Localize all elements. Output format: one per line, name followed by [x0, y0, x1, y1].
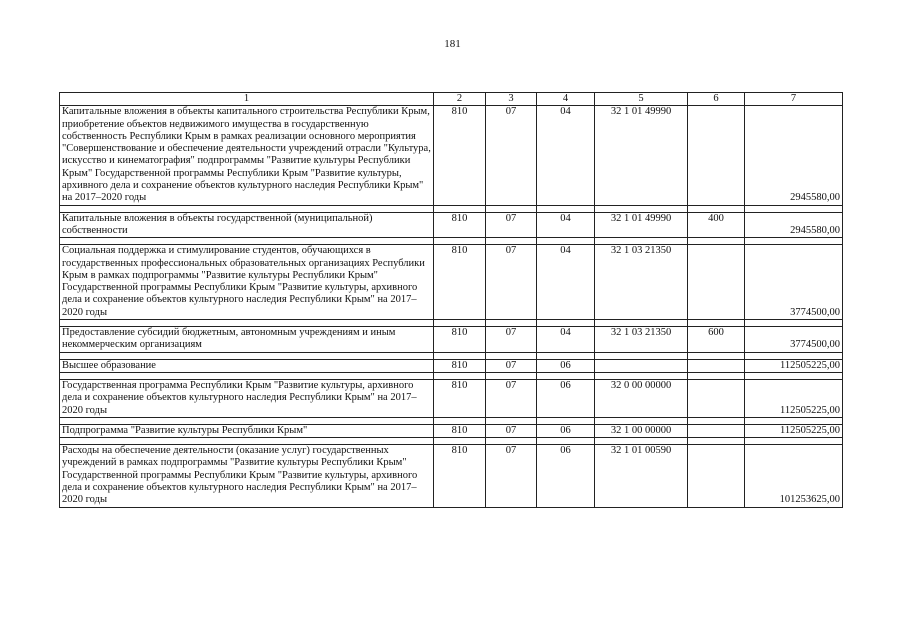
row-code-expense-type: [688, 359, 745, 372]
column-header: 1: [60, 93, 434, 106]
row-spacer: [60, 352, 843, 359]
row-code-expense-type: 600: [688, 327, 745, 353]
row-code-ministry: 810: [434, 106, 486, 205]
row-code-ministry: 810: [434, 212, 486, 238]
row-description: Капитальные вложения в объекты капитального строительства Республики Крым, приобретение объектов недвижимого имущества в государственную собственность Республики Крым в рамках реализации основного мероприятия "Совершенствование и обеспечение деятельности учреждений отрасли "Культура, искусство и кинематография" подпрограммы "Развитие культуры Республики Крым" Государственной программы Республики Крым "Развитие культуры, архивного дела и сохранение объектов культурного наследия Республики Крым" на 2017–2020 годы: [60, 106, 434, 205]
row-code-subsection: 06: [537, 359, 595, 372]
row-code-ministry: 810: [434, 424, 486, 437]
row-spacer: [60, 438, 843, 445]
row-code-expense-type: [688, 106, 745, 205]
row-code-target: 32 1 00 00000: [595, 424, 688, 437]
row-code-expense-type: [688, 379, 745, 417]
row-amount: 3774500,00: [745, 327, 843, 353]
row-description: Социальная поддержка и стимулирование студентов, обучающихся в государственных профессиональных образовательных организациях Республики Крым в рамках подпрограммы "Развитие культуры Республики Крым" Государственной программы Республики Крым "Развитие культуры, архивного дела и сохранение объектов культурного наследия Республики Крым" на 2017–2020 годы: [60, 245, 434, 320]
row-description: Высшее образование: [60, 359, 434, 372]
row-code-ministry: 810: [434, 327, 486, 353]
row-amount: 2945580,00: [745, 106, 843, 205]
row-code-ministry: 810: [434, 445, 486, 507]
row-code-subsection: 06: [537, 445, 595, 507]
column-header: 6: [688, 93, 745, 106]
table-row: [60, 106, 843, 205]
row-code-section: 07: [486, 359, 537, 372]
row-code-expense-type: [688, 245, 745, 320]
row-code-ministry: 810: [434, 245, 486, 320]
table-row: [60, 445, 843, 507]
row-code-section: 07: [486, 106, 537, 205]
table-header-row: [60, 93, 843, 106]
column-header: 3: [486, 93, 537, 106]
row-code-target: 32 1 01 49990: [595, 106, 688, 205]
row-code-section: 07: [486, 327, 537, 353]
row-code-ministry: 810: [434, 359, 486, 372]
row-code-target: 32 0 00 00000: [595, 379, 688, 417]
row-amount: 112505225,00: [745, 424, 843, 437]
column-header: 5: [595, 93, 688, 106]
row-spacer: [60, 205, 843, 212]
page-number: 181: [444, 38, 461, 50]
row-description: Подпрограмма "Развитие культуры Республики Крым": [60, 424, 434, 437]
row-amount: 112505225,00: [745, 359, 843, 372]
row-amount: 3774500,00: [745, 245, 843, 320]
row-code-subsection: 04: [537, 106, 595, 205]
table-row: [60, 379, 843, 417]
row-description: Расходы на обеспечение деятельности (оказание услуг) государственных учреждений в рамках подпрограммы "Развитие культуры Республики Крым" Государственной программы Республики Крым "Развитие культуры, архивного дела и сохранение объектов культурного наследия Республики Крым" на 2017–2020 годы: [60, 445, 434, 507]
column-header: 7: [745, 93, 843, 106]
row-spacer: [60, 417, 843, 424]
table-row: [60, 245, 843, 320]
table-row: [60, 212, 843, 238]
row-code-subsection: 06: [537, 379, 595, 417]
row-spacer: [60, 320, 843, 327]
row-code-expense-type: 400: [688, 212, 745, 238]
row-code-expense-type: [688, 445, 745, 507]
row-code-target: 32 1 01 00590: [595, 445, 688, 507]
row-code-target: 32 1 03 21350: [595, 327, 688, 353]
row-code-section: 07: [486, 245, 537, 320]
row-code-ministry: 810: [434, 379, 486, 417]
row-code-section: 07: [486, 445, 537, 507]
row-code-subsection: 04: [537, 327, 595, 353]
budget-table: [59, 92, 843, 508]
row-code-target: 32 1 03 21350: [595, 245, 688, 320]
row-code-expense-type: [688, 424, 745, 437]
row-code-section: 07: [486, 212, 537, 238]
row-code-subsection: 04: [537, 245, 595, 320]
row-description: Капитальные вложения в объекты государственной (муниципальной) собственности: [60, 212, 434, 238]
row-spacer: [60, 372, 843, 379]
table-row: [60, 327, 843, 353]
row-code-target: [595, 359, 688, 372]
table-row: [60, 359, 843, 372]
row-spacer: [60, 238, 843, 245]
row-code-section: 07: [486, 424, 537, 437]
row-amount: 112505225,00: [745, 379, 843, 417]
row-code-subsection: 06: [537, 424, 595, 437]
row-code-subsection: 04: [537, 212, 595, 238]
column-header: 2: [434, 93, 486, 106]
row-amount: 2945580,00: [745, 212, 843, 238]
table-row: [60, 424, 843, 437]
row-description: Предоставление субсидий бюджетным, автономным учреждениям и иным некоммерческим организациям: [60, 327, 434, 353]
row-amount: 101253625,00: [745, 445, 843, 507]
row-description: Государственная программа Республики Крым "Развитие культуры, архивного дела и сохранение объектов культурного наследия Республики Крым" на 2017–2020 годы: [60, 379, 434, 417]
row-code-target: 32 1 01 49990: [595, 212, 688, 238]
row-code-section: 07: [486, 379, 537, 417]
column-header: 4: [537, 93, 595, 106]
